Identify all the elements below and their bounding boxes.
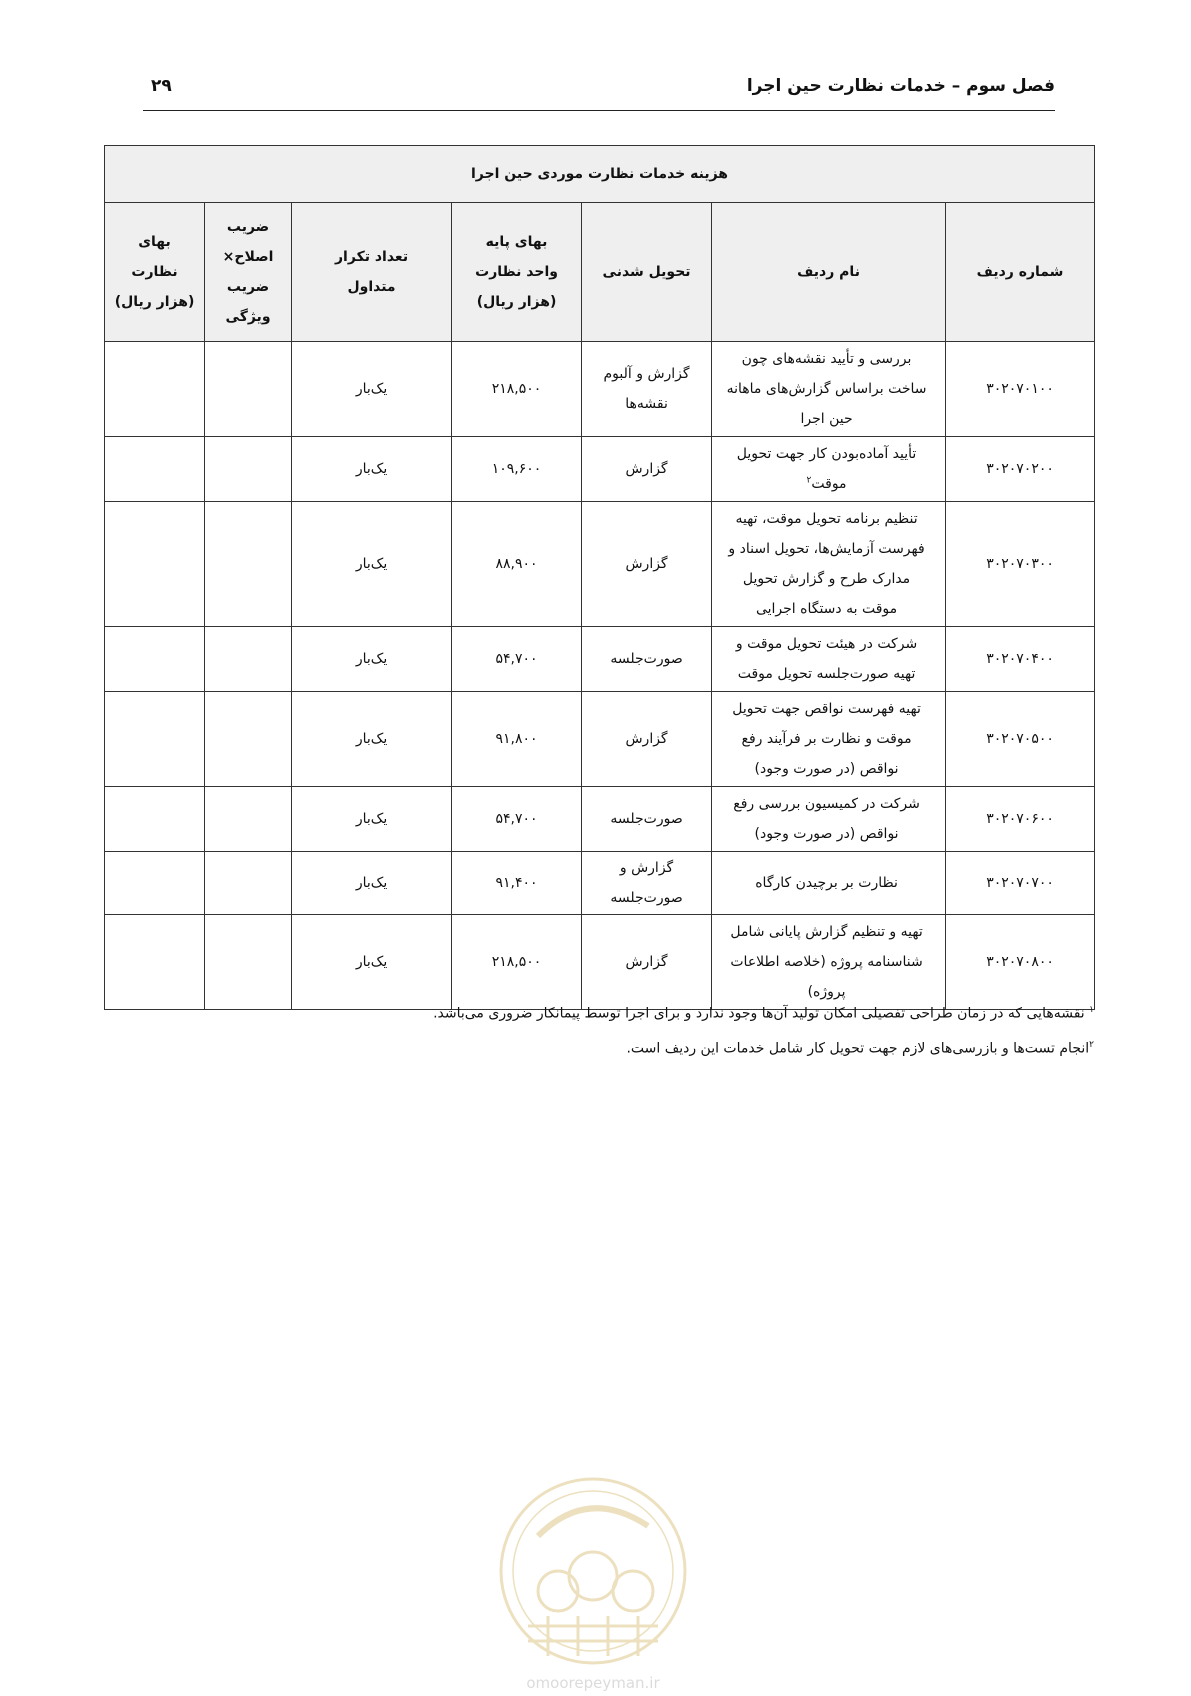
row-code: ۳۰۲۰۷۰۴۰۰ <box>946 627 1095 692</box>
row-code: ۳۰۲۰۷۰۷۰۰ <box>946 852 1095 915</box>
row-name <box>712 502 946 627</box>
column-header <box>946 203 1095 342</box>
row-name-text: شناسنامه پروژه (خلاصه اطلاعات <box>730 954 923 970</box>
row-deliverable-line: صورت‌جلسه <box>610 890 683 906</box>
page-number: ۲۹ <box>151 76 172 96</box>
footnote-1 <box>300 995 1094 1030</box>
row-supervision-price <box>105 502 205 627</box>
table-row <box>105 437 1095 502</box>
table-row <box>105 787 1095 852</box>
column-header-line: تعداد تکرار <box>335 249 409 265</box>
row-frequency: یک‌بار <box>292 915 452 1010</box>
row-base-price: ۲۱۸,۵۰۰ <box>452 915 582 1010</box>
row-code: ۳۰۲۰۷۰۶۰۰ <box>946 787 1095 852</box>
table-row <box>105 852 1095 915</box>
row-base-price: ۹۱,۴۰۰ <box>452 852 582 915</box>
row-supervision-price <box>105 852 205 915</box>
row-frequency: یک‌بار <box>292 342 452 437</box>
footnote-2 <box>300 1030 1094 1065</box>
row-deliverable-line: گزارش و <box>619 860 674 876</box>
row-name-line <box>720 534 933 564</box>
row-name-line <box>720 659 933 689</box>
row-base-price: ۵۴,۷۰۰ <box>452 787 582 852</box>
row-deliverable <box>582 342 712 437</box>
footnotes <box>300 995 1094 1064</box>
row-name-text: تهیه و تنظیم گزارش پایانی شامل <box>730 924 923 940</box>
row-name-text: نظارت بر برچیدن کارگاه <box>755 875 898 891</box>
row-supervision-price <box>105 342 205 437</box>
row-code: ۳۰۲۰۷۰۲۰۰ <box>946 437 1095 502</box>
row-name <box>712 852 946 915</box>
row-code: ۳۰۲۰۷۰۱۰۰ <box>946 342 1095 437</box>
row-deliverable <box>582 502 712 627</box>
row-name-line <box>720 868 933 898</box>
row-name-line <box>720 694 933 724</box>
chapter-title: فصل سوم – خدمات نظارت حین اجرا <box>746 76 1055 96</box>
row-deliverable-line: صورت‌جلسه <box>610 811 683 827</box>
column-header-line: شماره ردیف <box>976 264 1064 280</box>
row-name-text: تأیید آماده‌بودن کار جهت تحویل <box>736 446 917 462</box>
row-deliverable <box>582 787 712 852</box>
column-header-line: واحد نظارت <box>475 264 558 280</box>
footnote-text: انجام تست‌ها و بازرسی‌های لازم جهت تحویل کار شامل خدمات این ردیف است. <box>626 1040 1090 1057</box>
table-row <box>105 627 1095 692</box>
row-name-text: پروژه) <box>807 984 846 1000</box>
row-deliverable <box>582 627 712 692</box>
row-name <box>712 437 946 502</box>
footnote-reference: ۲ <box>806 475 812 486</box>
column-header-line: اصلاح× <box>222 249 274 265</box>
row-name-line <box>720 917 933 947</box>
row-base-price: ۹۱,۸۰۰ <box>452 692 582 787</box>
row-base-price: ۵۴,۷۰۰ <box>452 627 582 692</box>
column-header-line: ویژگی <box>225 309 271 325</box>
row-coefficient <box>205 342 292 437</box>
row-name-text: مدارک طرح و گزارش تحویل <box>742 571 911 587</box>
row-coefficient <box>205 627 292 692</box>
column-header-line: ضریب <box>226 219 270 235</box>
column-header-line: بهای <box>138 234 171 250</box>
row-supervision-price <box>105 915 205 1010</box>
footnote-mark: ۲ <box>1089 1039 1094 1050</box>
row-base-price: ۸۸,۹۰۰ <box>452 502 582 627</box>
row-name-line <box>720 947 933 977</box>
row-deliverable <box>582 692 712 787</box>
row-name-text: موقت <box>811 476 847 492</box>
column-header <box>712 203 946 342</box>
table-body <box>105 342 1095 1010</box>
row-coefficient <box>205 787 292 852</box>
row-base-price: ۱۰۹,۶۰۰ <box>452 437 582 502</box>
row-name-line <box>720 564 933 594</box>
row-frequency: یک‌بار <box>292 852 452 915</box>
row-name-text: فهرست آزمایش‌ها، تحویل اسناد و <box>728 541 925 557</box>
row-deliverable-line: نقشه‌ها <box>625 396 668 412</box>
row-deliverable-line: گزارش <box>625 461 668 477</box>
row-supervision-price <box>105 692 205 787</box>
footnote-mark: ۱ <box>1089 1005 1094 1015</box>
row-supervision-price <box>105 627 205 692</box>
column-header-line: (هزار ریال) <box>476 294 557 310</box>
row-frequency: یک‌بار <box>292 437 452 502</box>
row-frequency: یک‌بار <box>292 627 452 692</box>
column-header-line: متداول <box>347 279 396 295</box>
row-name-text: شرکت در کمیسیون بررسی رفع <box>733 796 920 812</box>
row-frequency: یک‌بار <box>292 502 452 627</box>
row-base-price: ۲۱۸,۵۰۰ <box>452 342 582 437</box>
row-frequency: یک‌بار <box>292 787 452 852</box>
watermark-url: omoorepeyman.ir <box>526 1674 660 1692</box>
row-code: ۳۰۲۰۷۰۳۰۰ <box>946 502 1095 627</box>
column-header <box>292 203 452 342</box>
row-name-line <box>720 819 933 849</box>
table-header-row <box>105 203 1095 342</box>
row-deliverable-line: گزارش <box>625 556 668 572</box>
footnote-text: نقشه‌هایی که در زمان طراحی تفصیلی امکان تولید آن‌ها وجود ندارد و برای اجرا توسط پیمانکار ضروری می‌باشد. <box>433 1005 1085 1022</box>
row-deliverable <box>582 852 712 915</box>
row-name-text: ساخت براساس گزارش‌های ماهانه <box>726 381 927 397</box>
row-deliverable <box>582 437 712 502</box>
row-deliverable-line: گزارش <box>625 954 668 970</box>
column-header-line: تحویل شدنی <box>602 264 691 280</box>
row-name-line <box>720 754 933 784</box>
row-supervision-price <box>105 787 205 852</box>
row-name-text: تهیه صورت‌جلسه تحویل موقت <box>737 666 916 682</box>
row-coefficient <box>205 852 292 915</box>
row-name-line <box>720 344 933 374</box>
column-header <box>105 203 205 342</box>
row-coefficient <box>205 437 292 502</box>
column-header-line: نظارت <box>131 264 178 280</box>
row-deliverable-line: گزارش و آلبوم <box>603 366 690 382</box>
row-name-line <box>720 724 933 754</box>
omoore-peyman-watermark-logo <box>488 1466 698 1696</box>
row-deliverable-line: گزارش <box>625 731 668 747</box>
column-header-line: ضریب <box>226 279 270 295</box>
row-name-line <box>720 404 933 434</box>
row-coefficient <box>205 502 292 627</box>
row-name-text: تنظیم برنامه تحویل موقت، تهیه <box>735 511 918 527</box>
row-frequency: یک‌بار <box>292 692 452 787</box>
row-name-text: موقت و نظارت بر فرآیند رفع <box>741 731 912 747</box>
row-name-line <box>720 629 933 659</box>
page-header <box>143 70 1055 111</box>
row-name <box>712 787 946 852</box>
row-name-text: موقت به دستگاه اجرایی <box>755 601 898 617</box>
row-name-line <box>720 374 933 404</box>
row-name-text: نواقص (در صورت وجود) <box>754 826 899 842</box>
column-header-line: (هزار ریال) <box>114 294 195 310</box>
column-header <box>452 203 582 342</box>
row-name-text: حین اجرا <box>800 411 853 427</box>
row-name-line <box>720 594 933 624</box>
table-row <box>105 502 1095 627</box>
row-code: ۳۰۲۰۷۰۸۰۰ <box>946 915 1095 1010</box>
row-supervision-price <box>105 437 205 502</box>
table-row <box>105 342 1095 437</box>
column-header <box>205 203 292 342</box>
row-name-text: شرکت در هیئت تحویل موقت و <box>735 636 918 652</box>
row-name-text: نواقص (در صورت وجود) <box>754 761 899 777</box>
column-header-line: بهای پایه <box>485 234 548 250</box>
column-header-line: نام ردیف <box>797 264 860 280</box>
row-name-line <box>720 439 933 469</box>
row-name <box>712 692 946 787</box>
row-coefficient <box>205 692 292 787</box>
table-row <box>105 692 1095 787</box>
row-name <box>712 627 946 692</box>
row-deliverable-line: صورت‌جلسه <box>610 651 683 667</box>
row-code: ۳۰۲۰۷۰۵۰۰ <box>946 692 1095 787</box>
column-header <box>582 203 712 342</box>
row-name-line <box>720 504 933 534</box>
row-name <box>712 342 946 437</box>
row-name-line <box>720 469 933 499</box>
row-coefficient <box>205 915 292 1010</box>
row-name-text: بررسی و تأیید نقشه‌های چون <box>741 351 912 367</box>
table-title: هزینه خدمات نظارت موردی حین اجرا <box>105 146 1095 203</box>
supervision-cost-table <box>104 145 1095 1010</box>
row-name-text: تهیه فهرست نواقص جهت تحویل <box>732 701 921 717</box>
row-name-line <box>720 789 933 819</box>
